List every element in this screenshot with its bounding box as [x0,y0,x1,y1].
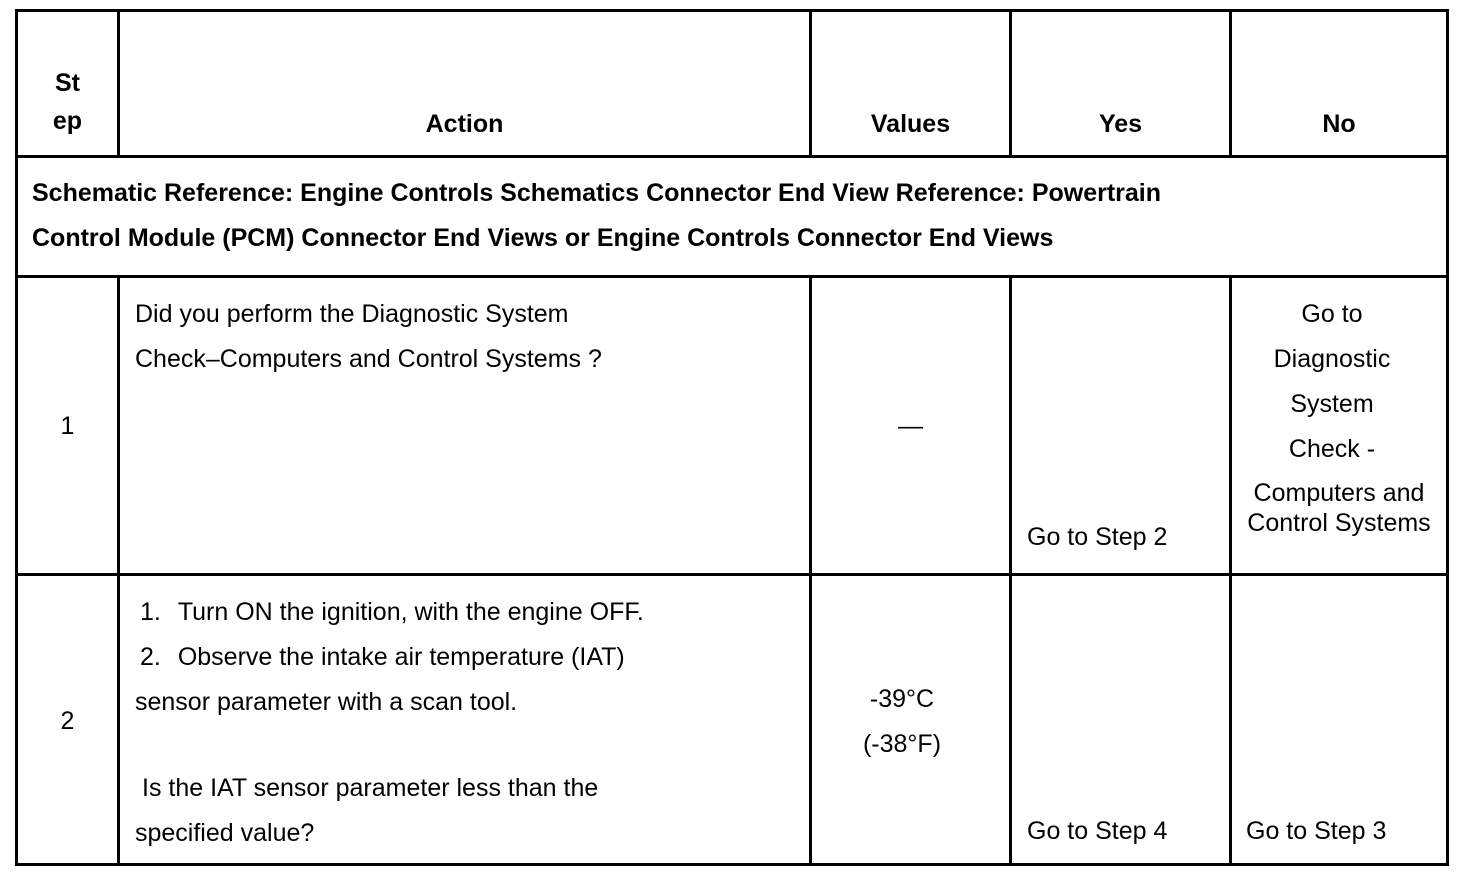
header-yes: Yes [1098,110,1143,138]
header-step [18,64,117,140]
no-link[interactable]: Go to Step 3 [1246,817,1387,845]
header-step-line: ep [52,107,83,135]
schematic-reference [32,171,1432,261]
question-line: specified value? [135,819,315,847]
action-step [135,590,805,635]
action-spacer [135,725,805,766]
row-divider [18,155,1446,158]
action-step-number: 1. [140,598,161,626]
no-line: Computers and [1253,479,1425,507]
action-text [135,590,805,856]
action-line: Did you perform the Diagnostic System [135,300,569,328]
value-line: -39°C [869,685,935,713]
no-line: System [1290,390,1374,418]
no-link-continued[interactable] [1232,478,1446,538]
header-action: Action [425,110,504,138]
reference-line: Schematic Reference: Engine Controls Schematics Connector End View Reference: Powertrain [32,179,1162,207]
reference-line: Control Module (PCM) Connector End Views or Engine Controls Connector End Views [32,224,1054,252]
yes-link[interactable]: Go to Step 4 [1027,817,1168,845]
step-number: 1 [60,412,75,440]
header-no: No [1322,110,1356,138]
question-line: Is the IAT sensor parameter less than the [142,774,599,802]
diagnostic-table [15,9,1449,866]
value-text [812,677,992,767]
action-step [135,635,805,680]
column-divider [809,277,812,863]
action-line: Check–Computers and Control Systems ? [135,345,602,373]
yes-link[interactable]: Go to Step 2 [1027,523,1168,551]
column-divider [1009,277,1012,863]
header-step-line: St [55,69,80,97]
step-number: 2 [60,707,75,735]
row-divider [18,573,1446,576]
action-step-text: Turn ON the ignition, with the engine OFF. [177,598,644,626]
no-line: Check - [1288,435,1376,463]
action-step-text: Observe the intake air temperature (IAT) [177,643,625,671]
header-values: Values [870,110,951,138]
action-line: sensor parameter with a scan tool. [135,688,518,716]
row-divider [18,275,1446,278]
value-line: (-38°F) [862,730,942,758]
no-link[interactable] [1232,292,1432,472]
no-line: Diagnostic [1273,345,1391,373]
no-line: Go to [1301,300,1363,328]
action-text [135,292,795,382]
no-line: Control Systems [1247,509,1431,537]
action-step-number: 2. [140,643,161,671]
value-text: — [898,412,923,440]
